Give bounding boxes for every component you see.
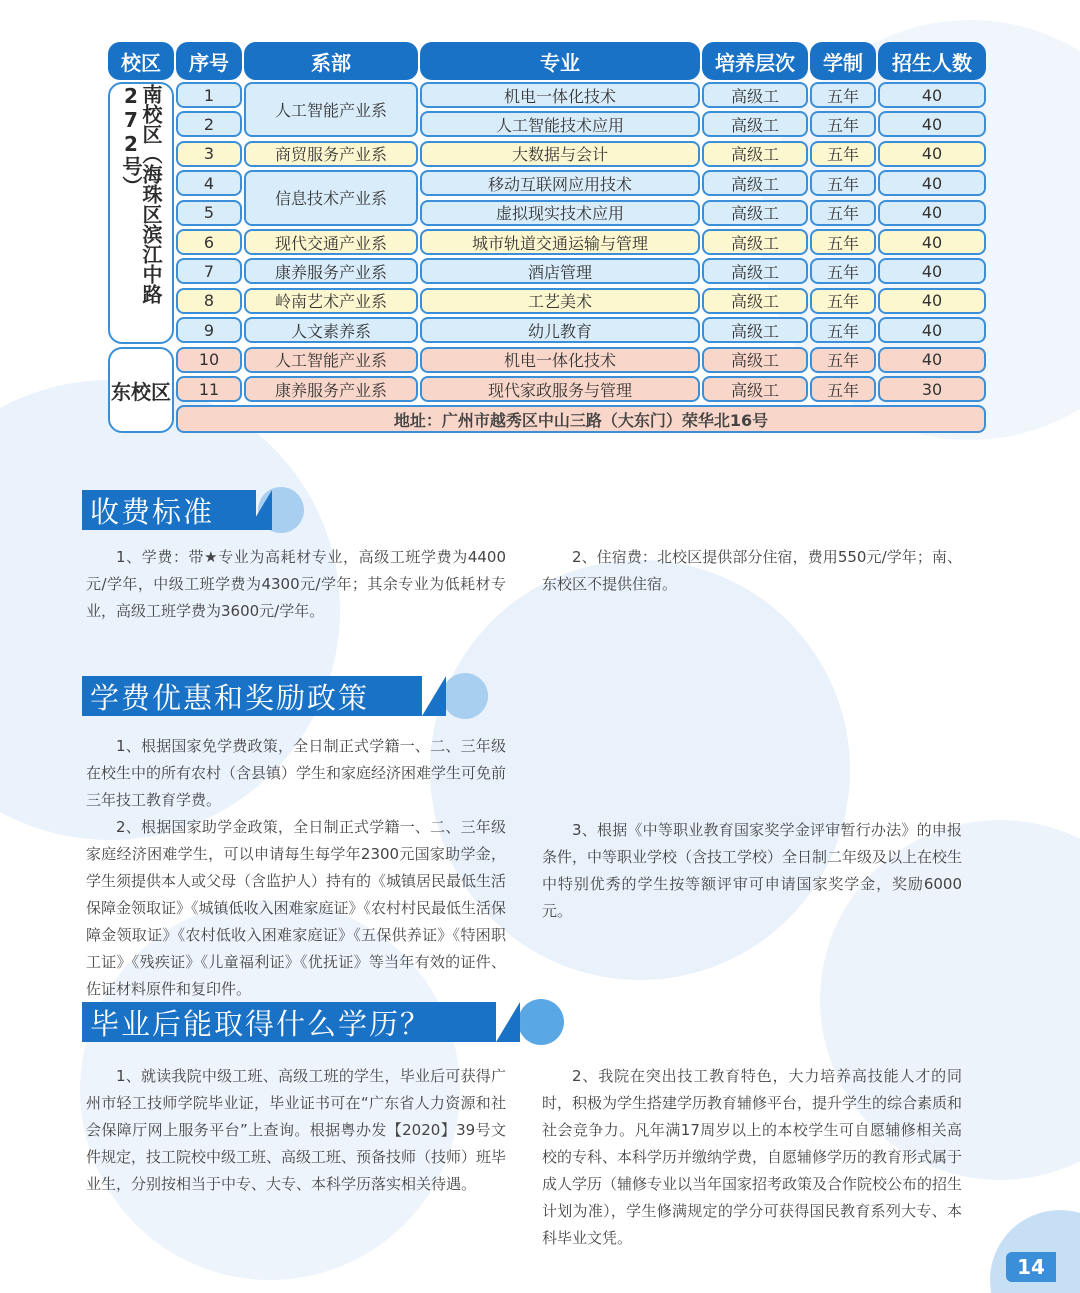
header-no: 序号 [176,42,242,80]
cell-major: 现代家政服务与管理 [420,376,700,402]
cell-no: 5 [176,200,242,226]
cell-level: 高级工 [702,82,808,108]
policy-paragraph-2: 2、根据国家助学金政策，全日制正式学籍一、二、三年级家庭经济困难学生，可以申请每生每学年2300元国家助学金，学生须提供本人或父母（含监护人）持有的《城镇居民最低生活保障金领取证》《城镇低收入困难家庭证》《农村村民最低生活保障金领取证》《农村低收入困难家庭证》《五保供养证》《特困职工证》《残疾证》《儿童福利证》《优抚证》等当年有效的证件、佐证材料原件和复印件。 [86,818,507,998]
header-major: 专业 [420,42,700,80]
fees-right-text [542,544,962,598]
fees-title: 收费标准 [90,494,215,529]
cell-dept: 人工智能产业系 [244,82,418,137]
cell-no: 7 [176,258,242,284]
campus-east [108,347,174,433]
cell-major: 酒店管理 [420,258,700,284]
cell-no: 2 [176,111,242,137]
cell-no: 8 [176,288,242,314]
cell-major: 人工智能技术应用 [420,111,700,137]
cell-dept: 人文素养系 [244,317,418,343]
policy-title-triangle [422,676,446,716]
cell-years: 五年 [810,170,876,196]
cell-years: 五年 [810,229,876,255]
cell-major: 机电一体化技术 [420,82,700,108]
cell-count: 40 [878,258,986,284]
cell-major: 移动互联网应用技术 [420,170,700,196]
header-dept: 系部 [244,42,418,80]
cell-level: 高级工 [702,141,808,167]
cell-major: 虚拟现实技术应用 [420,200,700,226]
cell-count: 40 [878,82,986,108]
cell-level: 高级工 [702,347,808,373]
cell-count: 40 [878,229,986,255]
cell-dept: 康养服务产业系 [244,258,418,284]
cell-count: 40 [878,288,986,314]
fees-section-title [82,490,256,530]
cell-count: 30 [878,376,986,402]
degree-left-text [86,1063,506,1198]
cell-level: 高级工 [702,258,808,284]
degree-paragraph-2: 2、我院在突出技工教育特色，大力培养高技能人才的同时，积极为学生搭建学历教育辅修平台，提升学生的综合素质和社会竞争力。凡年满17周岁以上的本校学生可自愿辅修相关高校的专科、本科学历并缴纳学费，自愿辅修学历的教育形式属于成人学历（辅修专业以当年国家招考政策及合作院校公布的招生计划为准），学生修满规定的学分可获得国民教育系列大专、本科毕业文凭。 [542,1067,963,1247]
fees-paragraph-1: 1、学费：带★专业为高耗材专业，高级工班学费为4400元/学年，中级工班学费为4300元/学年；其余专业为低耗材专业，高级工班学费为3600元/学年。 [86,548,506,620]
cell-major: 城市轨道交通运输与管理 [420,229,700,255]
fees-paragraph-2: 2、住宿费：北校区提供部分住宿，费用550元/学年；南、东校区不提供住宿。 [542,548,962,593]
degree-title-triangle [496,1002,520,1042]
degree-paragraph-1: 1、就读我院中级工班、高级工班的学生，毕业后可获得广州市轻工技师学院毕业证，毕业证书可在“广东省人力资源和社会保障厅网上服务平台”上查询。根据粤办发【2020】39号文件规定，技工院校中级工班、高级工班、预备技师（技师）班毕业生，分别按相当于中专、大专、本科学历落实相关待遇。 [86,1067,507,1193]
cell-dept: 商贸服务产业系 [244,141,418,167]
cell-major: 机电一体化技术 [420,347,700,373]
fees-left-text [86,544,506,625]
cell-count: 40 [878,141,986,167]
fees-title-triangle [248,490,272,530]
cell-years: 五年 [810,258,876,284]
cell-no: 1 [176,82,242,108]
cell-dept: 岭南艺术产业系 [244,288,418,314]
cell-count: 40 [878,347,986,373]
cell-years: 五年 [810,200,876,226]
cell-no: 9 [176,317,242,343]
cell-count: 40 [878,317,986,343]
cell-level: 高级工 [702,288,808,314]
cell-dept: 康养服务产业系 [244,376,418,402]
cell-major: 大数据与会计 [420,141,700,167]
cell-level: 高级工 [702,229,808,255]
cell-years: 五年 [810,288,876,314]
cell-count: 40 [878,111,986,137]
degree-title: 毕业后能取得什么学历？ [90,1006,432,1041]
header-years: 学制 [810,42,876,80]
address-row: 地址：广州市越秀区中山三路（大东门）荣华北16号 [176,405,986,433]
degree-title-decoration [518,999,564,1045]
cell-dept: 人工智能产业系 [244,347,418,373]
cell-years: 五年 [810,141,876,167]
cell-no: 6 [176,229,242,255]
policy-paragraph-1: 1、根据国家免学费政策，全日制正式学籍一、二、三年级在校生中的所有农村（含县镇）学生和家庭经济困难学生可免前三年技工教育学费。 [86,737,507,809]
cell-level: 高级工 [702,200,808,226]
policy-right-text [542,817,962,925]
cell-no: 4 [176,170,242,196]
cell-level: 高级工 [702,317,808,343]
cell-no: 3 [176,141,242,167]
policy-left-text [86,733,506,1003]
policy-title-decoration [442,673,488,719]
degree-right-text [542,1063,962,1252]
cell-level: 高级工 [702,170,808,196]
header-level: 培养层次 [702,42,808,80]
cell-count: 40 [878,200,986,226]
policy-paragraph-3: 3、根据《中等职业教育国家奖学金评审暂行办法》的申报条件，中等职业学校（含技工学校）全日制二年级及以上在校生中特别优秀的学生按等额评审可申请国家奖学金，奖励6000元。 [542,821,963,920]
cell-level: 高级工 [702,376,808,402]
campus-east-label: 东校区 [111,379,171,404]
campus-south [108,82,174,344]
cell-no: 10 [176,347,242,373]
header-campus: 校区 [108,42,174,80]
cell-dept: 信息技术产业系 [244,170,418,225]
header-count: 招生人数 [878,42,986,80]
cell-years: 五年 [810,376,876,402]
cell-years: 五年 [810,317,876,343]
cell-dept: 现代交通产业系 [244,229,418,255]
degree-section-title [82,1002,496,1042]
cell-count: 40 [878,170,986,196]
page-number: 14 [1006,1252,1056,1282]
cell-level: 高级工 [702,111,808,137]
cell-no: 11 [176,376,242,402]
policy-title: 学费优惠和奖励政策 [90,680,370,715]
campus-south-label: 南校区（海珠区滨江中路272号） [119,84,163,304]
cell-years: 五年 [810,111,876,137]
cell-years: 五年 [810,82,876,108]
cell-years: 五年 [810,347,876,373]
cell-major: 工艺美术 [420,288,700,314]
policy-section-title [82,676,422,716]
cell-major: 幼儿教育 [420,317,700,343]
